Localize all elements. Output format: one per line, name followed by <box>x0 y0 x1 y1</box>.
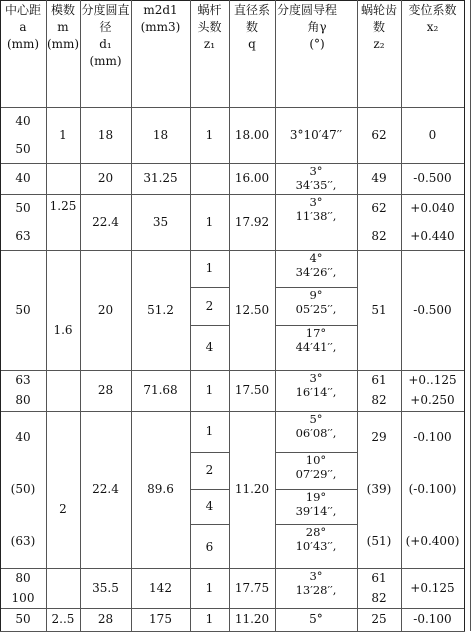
grid-line <box>275 0 276 631</box>
column-header-q <box>229 0 275 107</box>
m2d1-cell <box>131 411 190 568</box>
center-distance-cell <box>0 411 46 568</box>
module-cell <box>46 107 80 163</box>
m2d1-cell <box>131 194 190 250</box>
header-line: q <box>248 37 256 51</box>
grid-line <box>0 163 46 164</box>
cell-text: 80 <box>15 570 31 585</box>
diameter-factor-cell <box>229 163 275 194</box>
modification-coefficient-cell <box>401 608 464 631</box>
grid-line <box>357 0 358 631</box>
cell-text: 50 <box>15 302 31 317</box>
column-header-z1 <box>190 0 229 107</box>
center-distance-cell <box>0 194 46 250</box>
module-cell <box>46 163 80 250</box>
lead-angle-cell <box>275 107 357 163</box>
worm-starts-cell <box>190 452 229 489</box>
cell-text: 63 <box>15 228 31 243</box>
grid-line <box>229 0 230 631</box>
cell-text: 1 <box>205 424 214 438</box>
cell-text: -0.500 <box>413 302 452 317</box>
cell-text: 1.25 <box>49 199 77 213</box>
cell-text: 50 <box>15 200 31 215</box>
header-line: 径 <box>99 20 112 34</box>
cell-text: 34′35′′, <box>295 178 337 192</box>
module-cell <box>46 411 80 608</box>
cell-text: 44′41′′, <box>295 340 337 354</box>
grid-line <box>190 0 191 631</box>
module-cell <box>46 608 80 631</box>
cell-text: 40 <box>15 429 31 444</box>
worm-starts-cell <box>190 287 229 325</box>
grid-line <box>401 0 402 631</box>
lead-angle-cell <box>275 489 357 524</box>
grid-line <box>275 524 357 525</box>
cell-text: 80 <box>15 393 31 408</box>
cell-text: 20 <box>97 302 114 317</box>
grid-line <box>190 325 229 326</box>
cell-text: 63 <box>15 372 31 387</box>
cell-text: (+0.400) <box>405 534 460 549</box>
cell-text: 9° <box>309 288 323 302</box>
header-line: (mm) <box>89 54 122 68</box>
grid-line <box>275 489 357 490</box>
cell-text: 3° <box>309 195 323 209</box>
grid-line <box>0 411 465 412</box>
pitch-diameter-cell <box>80 411 131 568</box>
modification-coefficient-cell <box>401 411 464 568</box>
cell-text: 100 <box>11 590 35 605</box>
m2d1-cell <box>131 250 190 370</box>
cell-text: 62 <box>371 127 387 142</box>
pitch-diameter-cell <box>80 163 131 194</box>
lead-angle-cell <box>275 250 357 287</box>
wheel-teeth-cell <box>357 194 401 250</box>
center-distance-cell <box>0 250 46 370</box>
header-line: 分度圆导程 <box>277 3 338 17</box>
header-line: m <box>57 20 69 34</box>
cell-text: 62 <box>371 200 387 215</box>
modification-coefficient-cell <box>401 568 464 608</box>
cell-text: 28° <box>305 525 327 539</box>
cell-text: 3°10′47′′ <box>289 127 343 142</box>
grid-line <box>46 0 47 631</box>
cell-text: -0.500 <box>413 171 452 185</box>
m2d1-cell <box>131 608 190 631</box>
cell-text: 0 <box>428 127 437 142</box>
cell-text: 20 <box>97 171 114 185</box>
grid-line <box>190 287 229 288</box>
cell-text: -0.100 <box>413 429 452 444</box>
column-header-z2 <box>357 0 401 107</box>
column-header-m2d1 <box>131 0 190 107</box>
cell-text: 17.75 <box>234 580 270 595</box>
cell-text: 11.20 <box>234 612 270 626</box>
cell-text: 31.25 <box>143 171 178 185</box>
cell-text: 11.20 <box>234 482 270 496</box>
grid-line <box>275 452 357 453</box>
header-line: (°) <box>309 37 325 51</box>
cell-text: 16.00 <box>234 171 270 185</box>
cell-text: 17° <box>305 326 327 340</box>
cell-text: +0.440 <box>410 228 455 243</box>
worm-starts-cell <box>190 608 229 631</box>
pitch-diameter-cell <box>80 107 131 163</box>
cell-text: 29 <box>371 429 387 444</box>
cell-text: 49 <box>371 171 387 185</box>
grid-line <box>190 452 229 453</box>
wheel-teeth-cell <box>357 608 401 631</box>
lead-angle-cell <box>275 452 357 489</box>
wheel-teeth-cell <box>357 107 401 163</box>
header-line: (mm) <box>6 37 40 51</box>
worm-starts-cell <box>190 568 229 608</box>
header-line: (mm3) <box>140 20 181 34</box>
grid-line <box>275 325 357 326</box>
grid-line <box>0 194 465 195</box>
cell-text: 10′43′′, <box>295 539 337 553</box>
header-line: d₁ <box>99 37 112 51</box>
center-distance-cell <box>0 107 46 163</box>
worm-starts-cell <box>190 489 229 524</box>
cell-text: 1.6 <box>53 323 73 337</box>
cell-text: 17.92 <box>234 214 270 229</box>
diameter-factor-cell <box>229 568 275 608</box>
cell-text: 2..5 <box>51 612 75 626</box>
center-distance-cell <box>0 370 46 411</box>
header-line: 角γ <box>307 20 327 34</box>
diameter-factor-cell <box>229 608 275 631</box>
grid-line <box>190 524 229 525</box>
cell-text: 22.4 <box>92 214 119 229</box>
cell-text: 17.50 <box>234 383 270 397</box>
cell-text: (-0.100) <box>408 481 457 496</box>
grid-line <box>190 489 229 490</box>
cell-text: 34′26′′, <box>295 265 337 279</box>
m2d1-cell <box>131 163 190 194</box>
lead-angle-cell <box>275 568 357 608</box>
wheel-teeth-cell <box>357 370 401 411</box>
cell-text: 1 <box>205 261 214 275</box>
cell-text: 10° <box>305 453 327 467</box>
cell-text: +0.250 <box>410 393 455 408</box>
cell-text: 3° <box>309 164 323 178</box>
cell-text: 61 <box>371 570 387 585</box>
cell-text: 6 <box>205 539 214 554</box>
cell-text: 2 <box>205 463 214 477</box>
lead-angle-cell <box>275 325 357 370</box>
header-line: 头数 <box>197 20 222 34</box>
header-line: (mm) <box>46 37 80 51</box>
cell-text: 3° <box>309 569 323 583</box>
worm-starts-cell <box>190 524 229 570</box>
worm-starts-cell <box>190 250 229 287</box>
cell-text: 12.50 <box>234 302 270 317</box>
header-line: 蜗轮齿 <box>360 3 397 17</box>
cell-text: 51 <box>371 302 387 317</box>
cell-text: 4° <box>309 251 323 265</box>
modification-coefficient-cell <box>401 107 464 163</box>
cell-text: 71.68 <box>143 383 178 397</box>
grid-line <box>470 0 471 631</box>
wheel-teeth-cell <box>357 411 401 568</box>
cell-text: 51.2 <box>147 302 174 317</box>
cell-text: 40 <box>15 113 31 128</box>
pitch-diameter-cell <box>80 194 131 250</box>
cell-text: -0.100 <box>413 612 452 626</box>
diameter-factor-cell <box>229 411 275 568</box>
cell-text: 28 <box>97 612 114 626</box>
m2d1-cell <box>131 568 190 608</box>
grid-line <box>0 370 465 371</box>
cell-text: 1 <box>59 127 67 142</box>
column-header-d1 <box>80 0 131 107</box>
cell-text: 25 <box>371 612 387 626</box>
header-line: x₂ <box>426 20 439 34</box>
pitch-diameter-cell <box>80 370 131 411</box>
cell-text: 1 <box>205 580 214 595</box>
header-line: z₂ <box>373 37 385 51</box>
cell-text: 05′25′′, <box>295 302 337 316</box>
grid-line <box>275 287 357 288</box>
header-line: 模数 <box>50 3 75 17</box>
header-line: 变位系数 <box>408 3 457 17</box>
wheel-teeth-cell <box>357 568 401 608</box>
grid-line <box>0 608 465 609</box>
worm-starts-cell <box>190 107 229 163</box>
worm-starts-cell <box>190 325 229 370</box>
cell-text: 142 <box>149 580 172 595</box>
cell-text: 18.00 <box>234 127 270 142</box>
cell-text: (63) <box>10 534 36 549</box>
cell-text: 3° <box>309 371 323 385</box>
cell-text: 2 <box>59 502 67 516</box>
cell-text: 82 <box>371 228 387 243</box>
diameter-factor-cell <box>229 194 275 250</box>
diameter-factor-cell <box>229 250 275 370</box>
modification-coefficient-cell <box>401 370 464 411</box>
cell-text: 175 <box>149 612 172 626</box>
lead-angle-cell <box>275 524 357 570</box>
center-distance-cell <box>0 608 46 631</box>
cell-text: 89.6 <box>147 482 174 496</box>
cell-text: 35 <box>152 214 169 229</box>
lead-angle-cell <box>275 608 357 631</box>
cell-text: 5° <box>309 612 323 626</box>
cell-text: (51) <box>366 534 392 549</box>
cell-text: 22.4 <box>92 482 119 496</box>
wheel-teeth-cell <box>357 163 401 194</box>
cell-text: 13′28′′, <box>295 583 337 597</box>
cell-text: 18 <box>97 127 114 142</box>
header-line: a <box>19 20 27 34</box>
cell-text: +0.040 <box>410 200 455 215</box>
cell-text: 39′14′′, <box>295 504 337 518</box>
cell-text: 40 <box>15 171 31 185</box>
column-header-x2 <box>401 0 464 107</box>
header-line: m2d1 <box>143 3 178 17</box>
cell-text: (39) <box>366 481 392 496</box>
modification-coefficient-cell <box>401 194 464 250</box>
cell-text: 1 <box>205 612 214 626</box>
cell-text: 07′29′′, <box>295 467 337 481</box>
lead-angle-cell <box>275 287 357 325</box>
lead-angle-cell <box>275 163 357 194</box>
grid-line <box>80 163 465 164</box>
grid-line <box>131 0 132 631</box>
header-line: 分度圆直 <box>81 3 130 17</box>
modification-coefficient-cell <box>401 250 464 370</box>
cell-text: 82 <box>371 393 387 408</box>
worm-starts-cell <box>190 370 229 411</box>
worm-starts-cell <box>190 194 229 250</box>
center-distance-cell <box>0 163 46 194</box>
cell-text: 4 <box>205 499 214 513</box>
cell-text: 1 <box>205 214 214 229</box>
cell-text: 11′38′′, <box>295 209 337 223</box>
header-line: 直径系 <box>233 3 270 17</box>
column-header-gamma <box>275 0 357 107</box>
pitch-diameter-cell <box>80 568 131 608</box>
lead-angle-cell <box>275 194 357 250</box>
cell-text: 16′14′′, <box>295 385 337 399</box>
grid-line <box>0 107 465 108</box>
worm-starts-cell <box>190 411 229 452</box>
cell-text: 35.5 <box>92 580 119 595</box>
column-header-a <box>0 0 46 107</box>
lead-angle-cell <box>275 370 357 411</box>
modification-coefficient-cell <box>401 163 464 194</box>
cell-text: 50 <box>15 612 31 626</box>
cell-text: 2 <box>205 298 214 313</box>
cell-text: 1 <box>205 127 214 142</box>
diameter-factor-cell <box>229 370 275 411</box>
cell-text: 82 <box>371 590 387 605</box>
diameter-factor-cell <box>229 107 275 163</box>
cell-text: +0.125 <box>410 580 455 595</box>
m2d1-cell <box>131 107 190 163</box>
cell-text: 50 <box>15 141 31 156</box>
cell-text: 06′08′′, <box>295 426 337 440</box>
grid-line <box>0 0 1 631</box>
cell-text: 4 <box>205 340 214 354</box>
header-line: z₁ <box>203 37 216 51</box>
cell-text: +0..125 <box>408 372 457 387</box>
pitch-diameter-cell <box>80 250 131 370</box>
m2d1-cell <box>131 370 190 411</box>
grid-line <box>80 0 81 631</box>
column-header-m <box>46 0 80 107</box>
cell-text: 1 <box>205 383 214 397</box>
cell-text: 19° <box>305 490 327 504</box>
header-line: 数 <box>245 20 258 34</box>
lead-angle-cell <box>275 411 357 452</box>
cell-text: 5° <box>309 412 323 426</box>
grid-line <box>0 0 465 1</box>
header-line: 蜗杆 <box>197 3 222 17</box>
center-distance-cell <box>0 568 46 608</box>
header-line: 中心距 <box>4 3 41 17</box>
grid-line <box>0 568 465 569</box>
cell-text: 28 <box>97 383 114 397</box>
header-line: 数 <box>372 20 385 34</box>
wheel-teeth-cell <box>357 250 401 370</box>
cell-text: (50) <box>10 481 36 496</box>
grid-line <box>0 250 465 251</box>
cell-text: 61 <box>371 372 387 387</box>
pitch-diameter-cell <box>80 608 131 631</box>
cell-text: 18 <box>152 127 169 142</box>
grid-line <box>464 0 465 631</box>
module-cell <box>46 250 80 411</box>
